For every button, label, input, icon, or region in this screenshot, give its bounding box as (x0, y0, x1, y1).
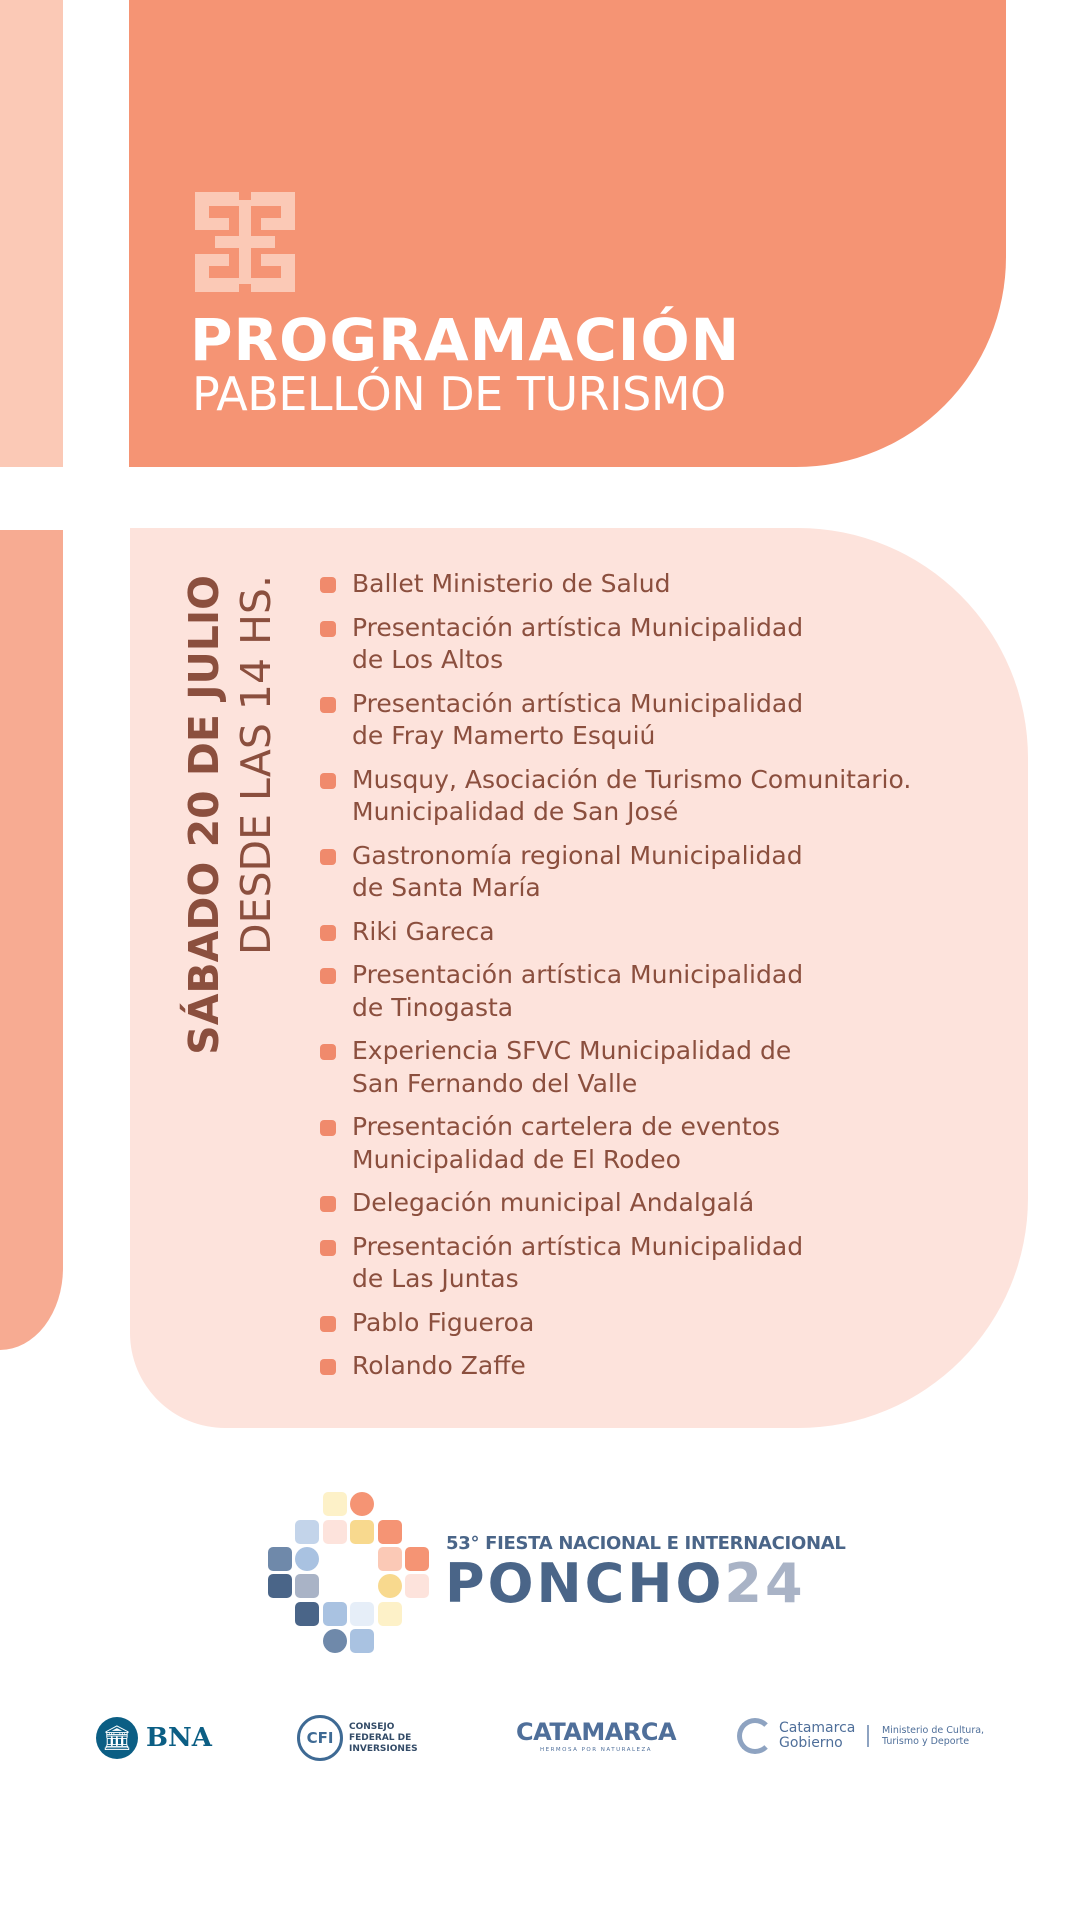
poncho-mosaic-logo (268, 1492, 436, 1658)
schedule-item-text-continued: Municipalidad de San José (352, 797, 679, 826)
sponsor-gobierno-name: Catamarca Gobierno (779, 1720, 856, 1751)
bullet-square-icon (320, 1196, 336, 1212)
bullet-square-icon (320, 1120, 336, 1136)
schedule-item (320, 1307, 1000, 1340)
event-date: SÁBADO 20 DE JULIO (180, 575, 228, 1055)
catamarca-c-icon (737, 1718, 773, 1754)
page-subtitle: PABELLÓN DE TURISMO (192, 367, 726, 421)
event-title (445, 1552, 806, 1615)
schedule-item-text-continued: de Fray Mamerto Esquiú (352, 721, 656, 750)
sponsor-ministry-name: Ministerio de Cultura, Turismo y Deporte (882, 1725, 985, 1747)
cfi-badge-icon: CFI (297, 1715, 343, 1761)
decorative-bar-top (0, 0, 63, 467)
schedule-item-text: Musquy, Asociación de Turismo Comunitario. (352, 764, 912, 794)
schedule-item-text-continued: San Fernando del Valle (352, 1068, 638, 1098)
schedule-item-text: Pablo Figueroa (352, 1307, 535, 1337)
event-title-main: PONCHO (445, 1552, 725, 1615)
schedule-item-text: Riki Gareca (352, 916, 495, 946)
page-title: PROGRAMACIÓN (190, 306, 741, 374)
bullet-square-icon (320, 968, 336, 984)
date-block (178, 575, 298, 1055)
bullet-square-icon (320, 621, 336, 637)
schedule-item-text: Rolando Zaffe (352, 1351, 526, 1380)
schedule-item (320, 1350, 1000, 1383)
event-time: DESDE LAS 14 HS. (232, 575, 280, 955)
sponsor-cfi (297, 1715, 439, 1761)
sponsor-catamarca-tagline: HERMOSA POR NATURALEZA (539, 1747, 653, 1753)
schedule-item-text: Delegación municipal Andalgalá (352, 1188, 755, 1217)
bullet-square-icon (320, 1316, 336, 1332)
event-title-year: 24 (724, 1552, 806, 1615)
schedule-list (320, 568, 1000, 1394)
decorative-bar-bottom (0, 530, 63, 1350)
sponsor-catamarca-name: CATAMARCA (516, 1718, 677, 1746)
bank-icon: 🏛 (96, 1717, 138, 1759)
schedule-item (320, 840, 1000, 905)
schedule-item (320, 568, 1000, 601)
schedule-item (320, 1111, 1000, 1176)
schedule-item (320, 764, 1000, 829)
schedule-item-text-continued: de Las Juntas (352, 1264, 519, 1293)
schedule-item-text: Presentación artística Municipalidad (352, 960, 804, 989)
schedule-item (320, 1035, 1000, 1100)
schedule-item (320, 688, 1000, 753)
bullet-square-icon (320, 773, 336, 789)
bullet-square-icon (320, 849, 336, 865)
schedule-item-text-continued: de Santa María (352, 873, 541, 902)
bullet-square-icon (320, 925, 336, 941)
schedule-item-text: Gastronomía regional Municipalidad (352, 840, 803, 870)
bullet-square-icon (320, 1359, 336, 1375)
schedule-item-text: Experiencia SFVC Municipalidad de (352, 1036, 792, 1065)
schedule-item (320, 1187, 1000, 1220)
schedule-item-text-continued: de Los Altos (352, 645, 504, 674)
event-subtitle: 53° FIESTA NACIONAL E INTERNACIONAL (446, 1533, 846, 1554)
bullet-square-icon (320, 697, 336, 713)
pattern-logo-icon (195, 192, 295, 292)
schedule-item-text: Presentación artística Municipalidad (352, 612, 804, 642)
sponsor-gobierno (737, 1718, 992, 1754)
schedule-item (320, 612, 1000, 677)
schedule-item-text: Presentación cartelera de eventos (352, 1112, 781, 1141)
schedule-item (320, 916, 1000, 949)
sponsor-bna (96, 1717, 212, 1759)
bullet-square-icon (320, 1240, 336, 1256)
schedule-item-text: Ballet Ministerio de Salud (352, 569, 671, 598)
schedule-item (320, 1231, 1000, 1296)
bullet-square-icon (320, 1044, 336, 1060)
bullet-square-icon (320, 577, 336, 593)
schedule-item (320, 959, 1000, 1024)
schedule-item-text-continued: de Tinogasta (352, 992, 514, 1022)
sponsor-cfi-name: CONSEJO FEDERAL DE INVERSIONES (349, 1721, 418, 1754)
schedule-item-text: Presentación artística Municipalidad (352, 1231, 804, 1261)
sponsor-bna-name: BNA (146, 1723, 212, 1753)
schedule-item-text-continued: Municipalidad de El Rodeo (352, 1144, 681, 1174)
divider (867, 1725, 869, 1747)
sponsor-catamarca (516, 1718, 676, 1753)
schedule-item-text: Presentación artística Municipalidad (352, 688, 804, 718)
